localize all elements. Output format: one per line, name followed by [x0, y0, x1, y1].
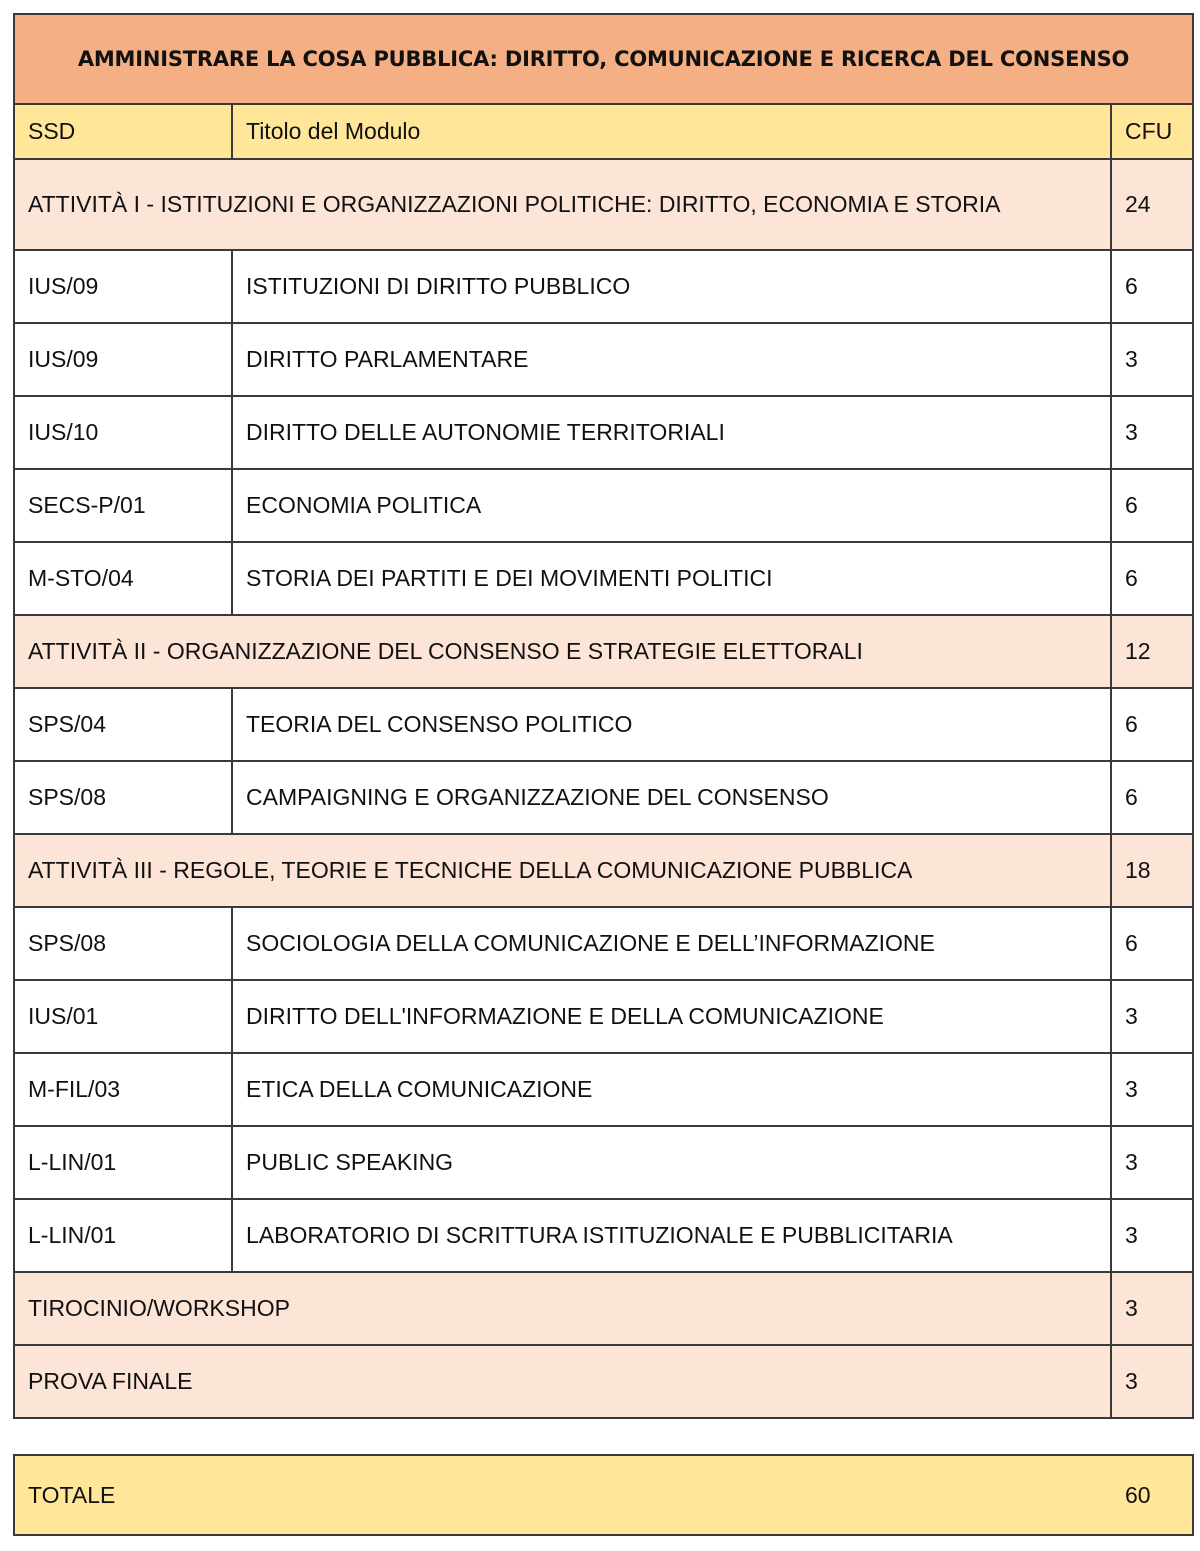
- total-row: [13, 1454, 1194, 1536]
- table-row: [15, 687, 1192, 760]
- row-ssd: IUS/09: [15, 324, 233, 395]
- section-row: [15, 1344, 1192, 1417]
- row-cfu: 6: [1125, 930, 1138, 956]
- row-cfu: 6: [1125, 492, 1138, 518]
- section-row: [15, 1271, 1192, 1344]
- table-row: [15, 395, 1192, 468]
- row-ssd: M-STO/04: [15, 543, 233, 614]
- row-ssd: M-FIL/03: [15, 1054, 233, 1125]
- row-ssd: IUS/10: [15, 397, 233, 468]
- table-row: [15, 1052, 1192, 1125]
- row-cfu: 6: [1125, 273, 1138, 299]
- section-row: [15, 158, 1192, 249]
- row-module-title: ETICA DELLA COMUNICAZIONE: [233, 1054, 1112, 1125]
- section-row: [15, 614, 1192, 687]
- section-label: ATTIVITÀ II - ORGANIZZAZIONE DEL CONSENSO E STRATEGIE ELETTORALI: [15, 616, 1112, 687]
- row-cfu: 6: [1125, 565, 1138, 591]
- header-cfu: CFU: [1125, 118, 1173, 144]
- section-label: ATTIVITÀ III - REGOLE, TEORIE E TECNICHE DELLA COMUNICAZIONE PUBBLICA: [15, 835, 1112, 906]
- row-cfu: 3: [1125, 1222, 1138, 1248]
- table-row: [15, 249, 1192, 322]
- row-module-title: STORIA DEI PARTITI E DEI MOVIMENTI POLITICI: [233, 543, 1112, 614]
- table-title: AMMINISTRARE LA COSA PUBBLICA: DIRITTO, COMUNICAZIONE E RICERCA DEL CONSENSO: [77, 47, 1130, 71]
- row-ssd: SECS-P/01: [15, 470, 233, 541]
- row-module-title: CAMPAIGNING E ORGANIZZAZIONE DEL CONSENSO: [233, 762, 1112, 833]
- row-ssd: SPS/08: [15, 908, 233, 979]
- table-row: [15, 1198, 1192, 1271]
- row-module-title: TEORIA DEL CONSENSO POLITICO: [233, 689, 1112, 760]
- section-label: PROVA FINALE: [15, 1346, 1112, 1417]
- table-row: [15, 1125, 1192, 1198]
- section-cfu: 3: [1125, 1295, 1138, 1321]
- curriculum-table: [13, 13, 1194, 1419]
- row-module-title: DIRITTO PARLAMENTARE: [233, 324, 1112, 395]
- section-row: [15, 833, 1192, 906]
- row-cfu: 6: [1125, 711, 1138, 737]
- row-cfu: 3: [1125, 346, 1138, 372]
- table-row: [15, 468, 1192, 541]
- row-module-title: DIRITTO DELLE AUTONOMIE TERRITORIALI: [233, 397, 1112, 468]
- table-row: [15, 541, 1192, 614]
- row-ssd: SPS/08: [15, 762, 233, 833]
- table-header-row: [15, 103, 1192, 158]
- table-row: [15, 322, 1192, 395]
- row-module-title: PUBLIC SPEAKING: [233, 1127, 1112, 1198]
- row-ssd: L-LIN/01: [15, 1200, 233, 1271]
- row-cfu: 6: [1125, 784, 1138, 810]
- row-cfu: 3: [1125, 1076, 1138, 1102]
- row-ssd: IUS/09: [15, 251, 233, 322]
- row-module-title: DIRITTO DELL'INFORMAZIONE E DELLA COMUNICAZIONE: [233, 981, 1112, 1052]
- section-label: TIROCINIO/WORKSHOP: [15, 1273, 1112, 1344]
- section-cfu: 18: [1125, 857, 1151, 883]
- row-cfu: 3: [1125, 1149, 1138, 1175]
- row-ssd: IUS/01: [15, 981, 233, 1052]
- row-module-title: ECONOMIA POLITICA: [233, 470, 1112, 541]
- row-ssd: L-LIN/01: [15, 1127, 233, 1198]
- header-module-title: Titolo del Modulo: [233, 105, 1112, 158]
- table-row: [15, 979, 1192, 1052]
- total-label: TOTALE: [28, 1481, 116, 1508]
- row-module-title: SOCIOLOGIA DELLA COMUNICAZIONE E DELL’INFORMAZIONE: [233, 908, 1112, 979]
- section-cfu: 12: [1125, 638, 1151, 664]
- section-cfu: 3: [1125, 1368, 1138, 1394]
- table-title-row: [15, 15, 1192, 103]
- header-ssd: SSD: [15, 105, 233, 158]
- table-row: [15, 906, 1192, 979]
- row-ssd: SPS/04: [15, 689, 233, 760]
- table-row: [15, 760, 1192, 833]
- row-cfu: 3: [1125, 419, 1138, 445]
- section-cfu: 24: [1125, 191, 1151, 217]
- row-cfu: 3: [1125, 1003, 1138, 1029]
- total-cfu: 60: [1125, 1481, 1151, 1508]
- row-module-title: ISTITUZIONI DI DIRITTO PUBBLICO: [233, 251, 1112, 322]
- section-label: ATTIVITÀ I - ISTITUZIONI E ORGANIZZAZIONI POLITICHE: DIRITTO, ECONOMIA E STORIA: [15, 160, 1112, 249]
- row-module-title: LABORATORIO DI SCRITTURA ISTITUZIONALE E PUBBLICITARIA: [233, 1200, 1112, 1271]
